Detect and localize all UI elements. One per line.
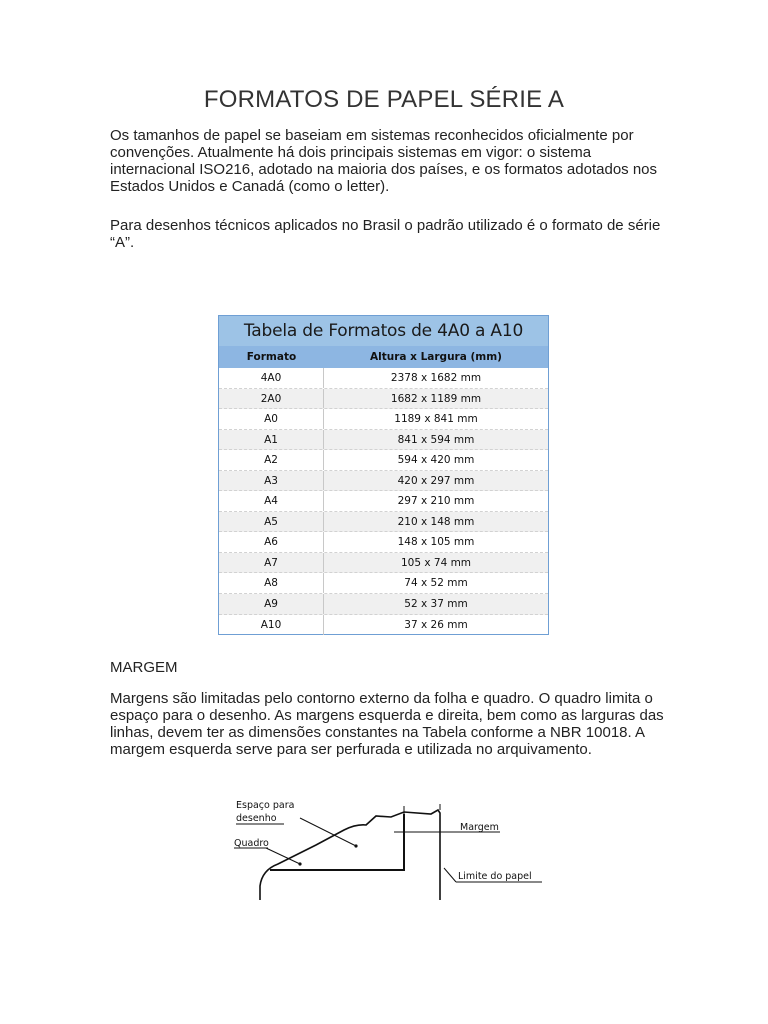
- brasil-paragraph: Para desenhos técnicos aplicados no Brasil o padrão utilizado é o formato de série “A”.: [110, 217, 661, 251]
- format-cell: A1: [219, 430, 324, 450]
- format-cell: A7: [219, 553, 324, 573]
- table-body: [219, 368, 548, 635]
- dimensions-cell: 148 x 105 mm: [397, 536, 475, 549]
- limite-leader: [444, 868, 456, 882]
- table-row: [219, 430, 548, 451]
- table-row: [219, 450, 548, 471]
- dimensions-cell: 1189 x 841 mm: [394, 413, 478, 426]
- format-cell: A6: [219, 532, 324, 552]
- table-row: [219, 512, 548, 533]
- format-cell: 2A0: [219, 389, 324, 409]
- format-cell: A4: [219, 491, 324, 511]
- table-row: [219, 594, 548, 615]
- table-row: [219, 368, 548, 389]
- dimensions-cell: 210 x 148 mm: [397, 515, 475, 528]
- dimensions-cell: 1682 x 1189 mm: [390, 392, 482, 405]
- dimensions-cell: 594 x 420 mm: [397, 454, 475, 467]
- table-row: [219, 409, 548, 430]
- page-title: FORMATOS DE PAPEL SÉRIE A: [203, 86, 565, 113]
- table-row: [219, 615, 548, 636]
- dimensions-cell: 841 x 594 mm: [397, 433, 475, 446]
- table-row: [219, 553, 548, 574]
- margin-diagram: [226, 790, 556, 910]
- table-row: [219, 573, 548, 594]
- paper-limit-outline: [260, 810, 440, 900]
- format-cell: A5: [219, 512, 324, 532]
- dimensions-cell: 37 x 26 mm: [404, 618, 468, 631]
- table-title: Tabela de Formatos de 4A0 a A10: [219, 316, 548, 346]
- quadro-leader-dot: [298, 862, 301, 865]
- intro-paragraph: Os tamanhos de papel se baseiam em sistemas reconhecidos oficialmente por convenções. Atualmente há dois principais sistemas em vigor: o sistema internacional ISO216, adotado na maioria dos países, e os formatos adotados nos Estados Unidos e Canadá (como o letter).: [110, 127, 658, 195]
- table-row: [219, 389, 548, 410]
- header-formato: Formato: [246, 351, 297, 363]
- table-row: [219, 491, 548, 512]
- dimensions-cell: 74 x 52 mm: [404, 577, 468, 590]
- format-cell: A10: [219, 615, 324, 636]
- table-row: [219, 471, 548, 492]
- limite-label: Limite do papel: [458, 871, 532, 882]
- frame-outline: [270, 814, 404, 870]
- espaco-label-line1: Espaço para: [236, 800, 295, 811]
- paper-formats-table: [218, 315, 549, 635]
- dimensions-cell: 2378 x 1682 mm: [390, 372, 482, 384]
- format-cell: 4A0: [219, 368, 324, 388]
- margem-label: Margem: [460, 822, 499, 833]
- format-cell: A2: [219, 450, 324, 470]
- format-cell: A3: [219, 471, 324, 491]
- dimensions-cell: 52 x 37 mm: [404, 598, 468, 611]
- dimensions-cell: 105 x 74 mm: [400, 556, 472, 569]
- margem-paragraph: Margens são limitadas pelo contorno externo da folha e quadro. O quadro limita o espaço para o desenho. As margens esquerda e direita, bem como as larguras das linhas, devem ter as dimensões constantes na Tabela conforme a NBR 10018. A margem esquerda serve para ser perfurada e utilizada no arquivamento.: [110, 690, 664, 758]
- quadro-label: Quadro: [234, 838, 269, 849]
- margem-heading: MARGEM: [110, 659, 178, 676]
- format-cell: A9: [219, 594, 324, 614]
- espaco-leader-dot: [354, 844, 357, 847]
- format-cell: A0: [219, 409, 324, 429]
- margin-diagram-svg: [226, 790, 556, 910]
- format-cell: A8: [219, 573, 324, 593]
- dimensions-cell: 420 x 297 mm: [397, 474, 475, 487]
- dimensions-cell: 297 x 210 mm: [397, 495, 475, 508]
- espaco-label-line2: desenho: [236, 813, 277, 824]
- header-dimensions: Altura x Largura (mm): [370, 351, 502, 363]
- table-header-row: [219, 346, 548, 368]
- espaco-leader: [300, 818, 356, 846]
- table-row: [219, 532, 548, 553]
